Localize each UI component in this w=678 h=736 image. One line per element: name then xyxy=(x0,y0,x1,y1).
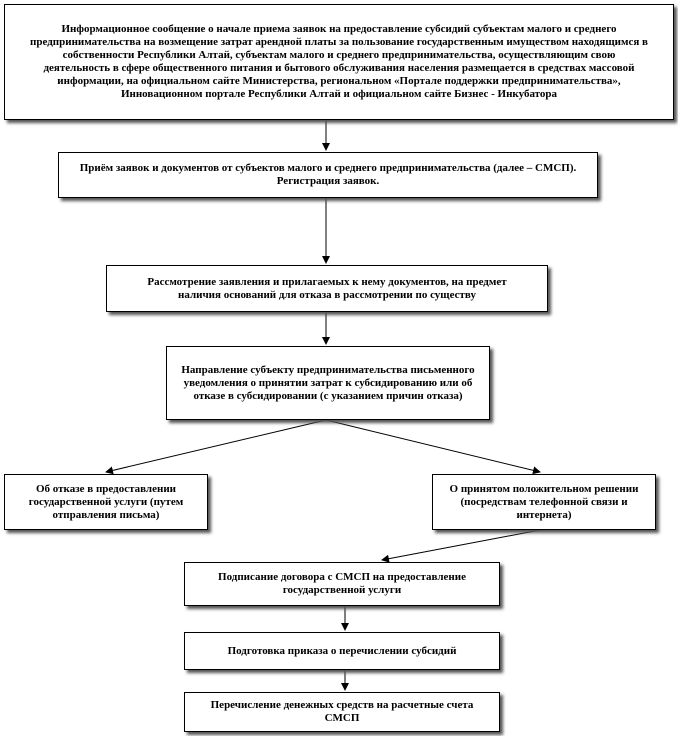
info-text: Информационное сообщение о начале приема заявок на предоставление субсидий субъектам малого и среднего предпринимательства на возмещение затрат арендной платы за пользование государственным имуществом находящимся в собственности Республики Алтай, субъектам малого и среднего предпринимательства, осуществляющим свою деятельность в сфере общественного питания и бытового обслуживания населения размещается в средствах массовой информации, на официальном сайте Министерства, региональном «Портале поддержки предпринимательства», Инновационном портале Республики Алтай и официальном сайте Бизнес - Инкубатора xyxy=(30,23,648,100)
reception-text: Приём заявок и документов от субъектов малого и среднего предпринимательства (далее – СМСП). Регистрация заявок. xyxy=(79,162,577,187)
arrow-notification-to-refusal xyxy=(106,420,326,472)
info-box xyxy=(4,4,674,120)
review-text: Рассмотрение заявления и прилагаемых к нему документов, на предмет наличия оснований для отказа в рассмотрении по существу xyxy=(147,275,507,301)
refusal-box xyxy=(4,474,208,530)
transfer-text: Перечисление денежных средств на расчетные счета СМСП xyxy=(210,699,474,724)
review-box xyxy=(106,265,548,312)
arrow-positive-to-contract xyxy=(382,530,540,560)
notification-box xyxy=(166,346,490,420)
contract-text: Подписание договора с СМСП на предоставление государственной услуги xyxy=(218,571,466,596)
notification-text: Направление субъекту предпринимательства письменного уведомления о принятии затрат к субсидированию или об отказе в субсидировании (с указанием причин отказа) xyxy=(181,363,475,402)
order-text: Подготовка приказа о перечислении субсидий xyxy=(227,644,457,657)
transfer-box xyxy=(184,692,500,732)
reception-box xyxy=(58,152,598,198)
order-box xyxy=(184,632,500,670)
refusal-text: Об отказе в предоставлении государственной услуги (путем отправления письма) xyxy=(28,482,184,521)
contract-box xyxy=(184,562,500,606)
positive-box xyxy=(432,474,656,530)
positive-text: О принятом положительном решении (посредствам телефонной связи и интернета) xyxy=(449,482,639,521)
arrow-notification-to-positive xyxy=(326,420,540,472)
